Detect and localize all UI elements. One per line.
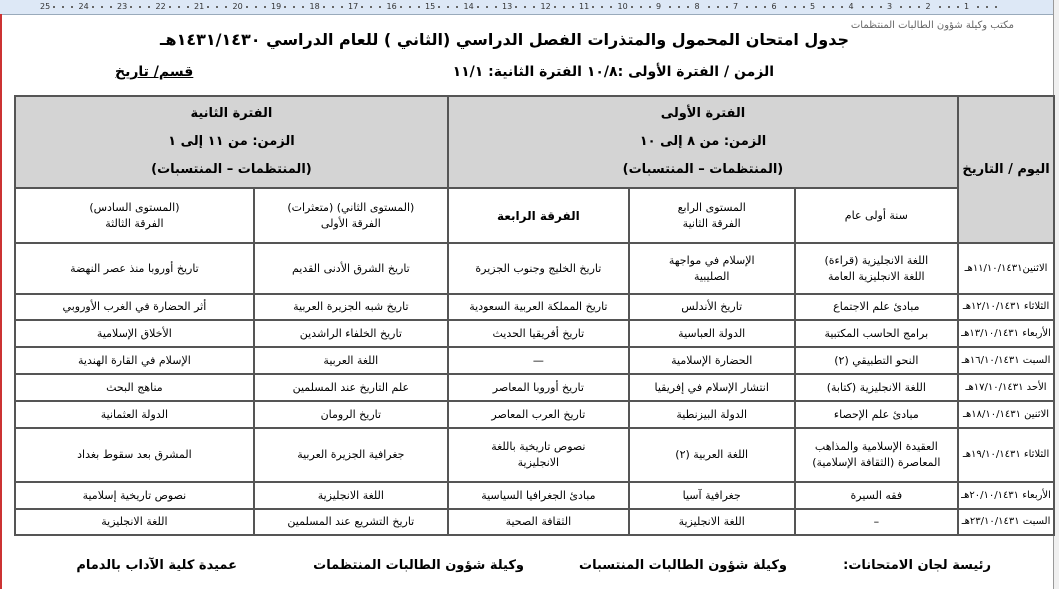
ruler-number: 25 (40, 2, 51, 11)
ruler-number: 16 (386, 2, 397, 11)
ruler-tick (456, 6, 458, 8)
ruler-number: 14 (463, 2, 474, 11)
ruler-tick (669, 6, 671, 8)
ruler-tick (187, 6, 189, 8)
ruler-tick (495, 6, 497, 8)
ruler-tick (823, 6, 825, 8)
ruler-tick (302, 6, 304, 8)
period-times: الزمن / الفترة الأولى :١٠/٨ الفترة الثانية: ١١/١ (452, 64, 774, 80)
ruler-tick (332, 6, 334, 8)
row-day-date: السبت ٢٣/١٠/١٤٣١هـ (958, 509, 1054, 535)
ruler-tick (939, 6, 941, 8)
table-cell: مناهج البحث (15, 374, 254, 401)
ruler-number: 2 (925, 2, 931, 11)
footer-committee-head: رئيسة لجان الامتحانات: (843, 558, 991, 573)
table-cell: — (448, 347, 629, 374)
table-cell: – (795, 509, 959, 535)
ruler-number: 13 (502, 2, 513, 11)
table-cell: برامج الحاسب المكتبية (795, 320, 959, 347)
period2-title: الفترة الثانية (190, 106, 273, 121)
ruler-tick (438, 6, 440, 8)
table-cell: الأخلاق الإسلامية (15, 320, 254, 347)
ruler-tick (400, 6, 402, 8)
footer-dean: عميدة كلية الآداب بالدمام (76, 558, 237, 573)
ruler-tick (533, 6, 535, 8)
ruler-tick (726, 6, 728, 8)
ruler-tick (169, 6, 171, 8)
ruler-number: 9 (656, 2, 662, 11)
ruler-tick (572, 6, 574, 8)
table-row (15, 482, 1054, 509)
table-cell: النحو التطبيقي (٢) (795, 347, 959, 374)
table-cell: الإسلام في مواجهة الصليبية (629, 243, 795, 294)
ruler-number: 7 (733, 2, 739, 11)
ruler-tick (515, 6, 517, 8)
ruler-tick (341, 6, 343, 8)
table-cell: جغرافية آسيا (629, 482, 795, 509)
table-row (15, 374, 1054, 401)
schedule-rows (15, 243, 1054, 535)
ruler-tick (592, 6, 594, 8)
table-cell: مبادئ الجغرافيا السياسية (448, 482, 629, 509)
ruler-tick (255, 6, 257, 8)
period2-mode: (المنتظمات – المنتسبات) (151, 162, 312, 177)
table-cell: مبادئ علم الاجتماع (795, 294, 959, 320)
ruler-tick (909, 6, 911, 8)
document-title: جدول امتحان المحمول والمتذرات الفصل الدراسي (الثاني ) للعام الدراسي ١٤٣١/١٤٣٠هـ (160, 30, 849, 49)
table-cell: تاريخ شبه الجزيرة العربية (254, 294, 448, 320)
col-header-year4: الفرقة الرابعة (448, 188, 629, 243)
ruler-number: 20 (232, 2, 243, 11)
ruler-number: 23 (117, 2, 128, 11)
ruler-tick (803, 6, 805, 8)
ruler-tick (246, 6, 248, 8)
ruler-tick (977, 6, 979, 8)
ruler-tick (755, 6, 757, 8)
ruler-number: 5 (810, 2, 816, 11)
footer-vice-regular: وكيلة شؤون الطالبات المنتظمات (313, 558, 524, 573)
day-date-header: اليوم / التاريخ (958, 96, 1054, 243)
ruler-tick (71, 6, 73, 8)
ruler-tick (640, 6, 642, 8)
table-row (15, 294, 1054, 320)
period1-time: الزمن: من ٨ إلى ١٠ (639, 134, 767, 149)
table-cell: مبادئ علم الإحصاء (795, 401, 959, 428)
table-cell: اللغة الانجليزية (15, 509, 254, 535)
ruler-tick (764, 6, 766, 8)
row-day-date: الاثنين١١/١٠/١٤٣١هـ (958, 243, 1054, 294)
ruler-number: 18 (309, 2, 320, 11)
ruler-tick (130, 6, 132, 8)
ruler-tick (284, 6, 286, 8)
col-header-level6: (المستوى السادس) الفرقة الثالثة (15, 188, 254, 243)
ruler-tick (409, 6, 411, 8)
table-cell: الحضارة الإسلامية (629, 347, 795, 374)
ruler-tick (948, 6, 950, 8)
left-margin-bar (0, 14, 2, 589)
table-cell: الدولة العباسية (629, 320, 795, 347)
ruler-tick (323, 6, 325, 8)
ruler-tick (418, 6, 420, 8)
ruler-tick (62, 6, 64, 8)
exam-schedule-table (14, 95, 1055, 536)
table-cell: تاريخ المملكة العربية السعودية (448, 294, 629, 320)
ruler-tick (477, 6, 479, 8)
ruler-tick (293, 6, 295, 8)
table-cell: الثقافة الصحية (448, 509, 629, 535)
row-day-date: الاثنين ١٨/١٠/١٤٣١هـ (958, 401, 1054, 428)
table-cell: اللغة الانجليزية (قراءة) اللغة الانجليزية العامة (795, 243, 959, 294)
table-cell: الدولة العثمانية (15, 401, 254, 428)
table-row (15, 509, 1054, 535)
ruler-number: 19 (271, 2, 282, 11)
table-cell: تاريخ الرومان (254, 401, 448, 428)
table-cell: تاريخ الخليج وجنوب الجزيرة (448, 243, 629, 294)
ruler-tick (832, 6, 834, 8)
table-cell: تاريخ الأندلس (629, 294, 795, 320)
ruler-number: 3 (887, 2, 893, 11)
row-day-date: الأربعاء ١٣/١٠/١٤٣١هـ (958, 320, 1054, 347)
ruler-tick (957, 6, 959, 8)
ruler-tick (995, 6, 997, 8)
ruler-tick (447, 6, 449, 8)
ruler-tick (370, 6, 372, 8)
table-cell: علم التاريخ عند المسلمين (254, 374, 448, 401)
col-header-year1: سنة أولى عام (795, 188, 959, 243)
table-cell: تاريخ التشريع عند المسلمين (254, 509, 448, 535)
table-cell: اللغة الانجليزية (629, 509, 795, 535)
table-cell: اللغة العربية (٢) (629, 428, 795, 482)
ruler-tick (746, 6, 748, 8)
row-day-date: الأربعاء ٢٠/١٠/١٤٣١هـ (958, 482, 1054, 509)
col-header-level4: المستوى الرابع الفرقة الثانية (629, 188, 795, 243)
table-cell: أثر الحضارة في الغرب الأوروبي (15, 294, 254, 320)
table-row (15, 320, 1054, 347)
ruler-tick (918, 6, 920, 8)
ruler-tick (92, 6, 94, 8)
table-row (15, 401, 1054, 428)
horizontal-ruler (0, 0, 1059, 15)
ruler-number: 6 (771, 2, 777, 11)
ruler-tick (225, 6, 227, 8)
ruler-number: 12 (540, 2, 551, 11)
table-row (15, 243, 1054, 294)
col-header-level2: (المستوى الثاني) (متعثرات) الفرقة الأولى (254, 188, 448, 243)
ruler-tick (148, 6, 150, 8)
table-cell: العقيدة الإسلامية والمذاهب المعاصرة (الثقافة الإسلامية) (795, 428, 959, 482)
table-cell: اللغة العربية (254, 347, 448, 374)
ruler-tick (379, 6, 381, 8)
table-row (15, 428, 1054, 482)
ruler-tick (785, 6, 787, 8)
table-cell: فقه السيرة (795, 482, 959, 509)
ruler-tick (717, 6, 719, 8)
table-cell: المشرق بعد سقوط بغداد (15, 428, 254, 482)
ruler-tick (101, 6, 103, 8)
ruler-tick (708, 6, 710, 8)
period1-mode: (المنتظمات – المنتسبات) (622, 162, 784, 177)
table-cell: انتشار الإسلام في إفريقيا (629, 374, 795, 401)
ruler-tick (264, 6, 266, 8)
ruler-tick (110, 6, 112, 8)
ruler-tick (361, 6, 363, 8)
ruler-tick (871, 6, 873, 8)
row-day-date: الثلاثاء ١٢/١٠/١٤٣١هـ (958, 294, 1054, 320)
department-label: قسم/ تاريخ (115, 64, 194, 80)
ruler-number: 8 (694, 2, 700, 11)
ruler-tick (900, 6, 902, 8)
ruler-number: 22 (155, 2, 166, 11)
ruler-number: 10 (617, 2, 628, 11)
ruler-tick (139, 6, 141, 8)
table-cell: اللغة الانجليزية (كتابة) (795, 374, 959, 401)
ruler-tick (631, 6, 633, 8)
ruler-tick (554, 6, 556, 8)
ruler-tick (207, 6, 209, 8)
ruler-number: 17 (348, 2, 359, 11)
ruler-tick (486, 6, 488, 8)
period2-time: الزمن: من ١١ إلى ١ (168, 134, 295, 149)
period1-title: الفترة الأولى (660, 106, 746, 121)
ruler-tick (610, 6, 612, 8)
ruler-tick (687, 6, 689, 8)
table-cell: نصوص تاريخية إسلامية (15, 482, 254, 509)
ruler-number: 24 (78, 2, 89, 11)
ruler-tick (216, 6, 218, 8)
table-cell: تاريخ أوروبا منذ عصر النهضة (15, 243, 254, 294)
ruler-tick (601, 6, 603, 8)
period2-header (15, 96, 448, 188)
ruler-number: 1 (964, 2, 970, 11)
watermark-text: مكتب وكيلة شؤون الطالبات المنتظمات (850, 20, 1014, 31)
period1-header (448, 96, 958, 188)
table-cell: اللغة الانجليزية (254, 482, 448, 509)
ruler-tick (563, 6, 565, 8)
table-cell: تاريخ أفريقيا الحديث (448, 320, 629, 347)
ruler-tick (841, 6, 843, 8)
table-cell: تاريخ الشرق الأدنى القديم (254, 243, 448, 294)
table-cell: جغرافية الجزيرة العربية (254, 428, 448, 482)
ruler-tick (794, 6, 796, 8)
ruler-tick (178, 6, 180, 8)
ruler-tick (524, 6, 526, 8)
table-row (15, 347, 1054, 374)
footer-vice-affiliated: وكيلة شؤون الطالبات المنتسبات (579, 558, 787, 573)
row-day-date: السبت ١٦/١٠/١٤٣١هـ (958, 347, 1054, 374)
ruler-tick (862, 6, 864, 8)
row-day-date: الثلاثاء ١٩/١٠/١٤٣١هـ (958, 428, 1054, 482)
table-cell: الإسلام في القارة الهندية (15, 347, 254, 374)
table-cell: تاريخ الخلفاء الراشدين (254, 320, 448, 347)
ruler-tick (986, 6, 988, 8)
ruler-number: 15 (425, 2, 436, 11)
row-day-date: الأحد ١٧/١٠/١٤٣١هـ (958, 374, 1054, 401)
ruler-number: 21 (194, 2, 205, 11)
ruler-tick (649, 6, 651, 8)
table-cell: الدولة البيزنطية (629, 401, 795, 428)
ruler-number: 4 (848, 2, 854, 11)
table-cell: تاريخ أوروبا المعاصر (448, 374, 629, 401)
ruler-tick (678, 6, 680, 8)
ruler-tick (880, 6, 882, 8)
ruler-tick (53, 6, 55, 8)
table-cell: نصوص تاريخية باللغة الانجليزية (448, 428, 629, 482)
table-cell: تاريخ العرب المعاصر (448, 401, 629, 428)
ruler-number: 11 (579, 2, 590, 11)
